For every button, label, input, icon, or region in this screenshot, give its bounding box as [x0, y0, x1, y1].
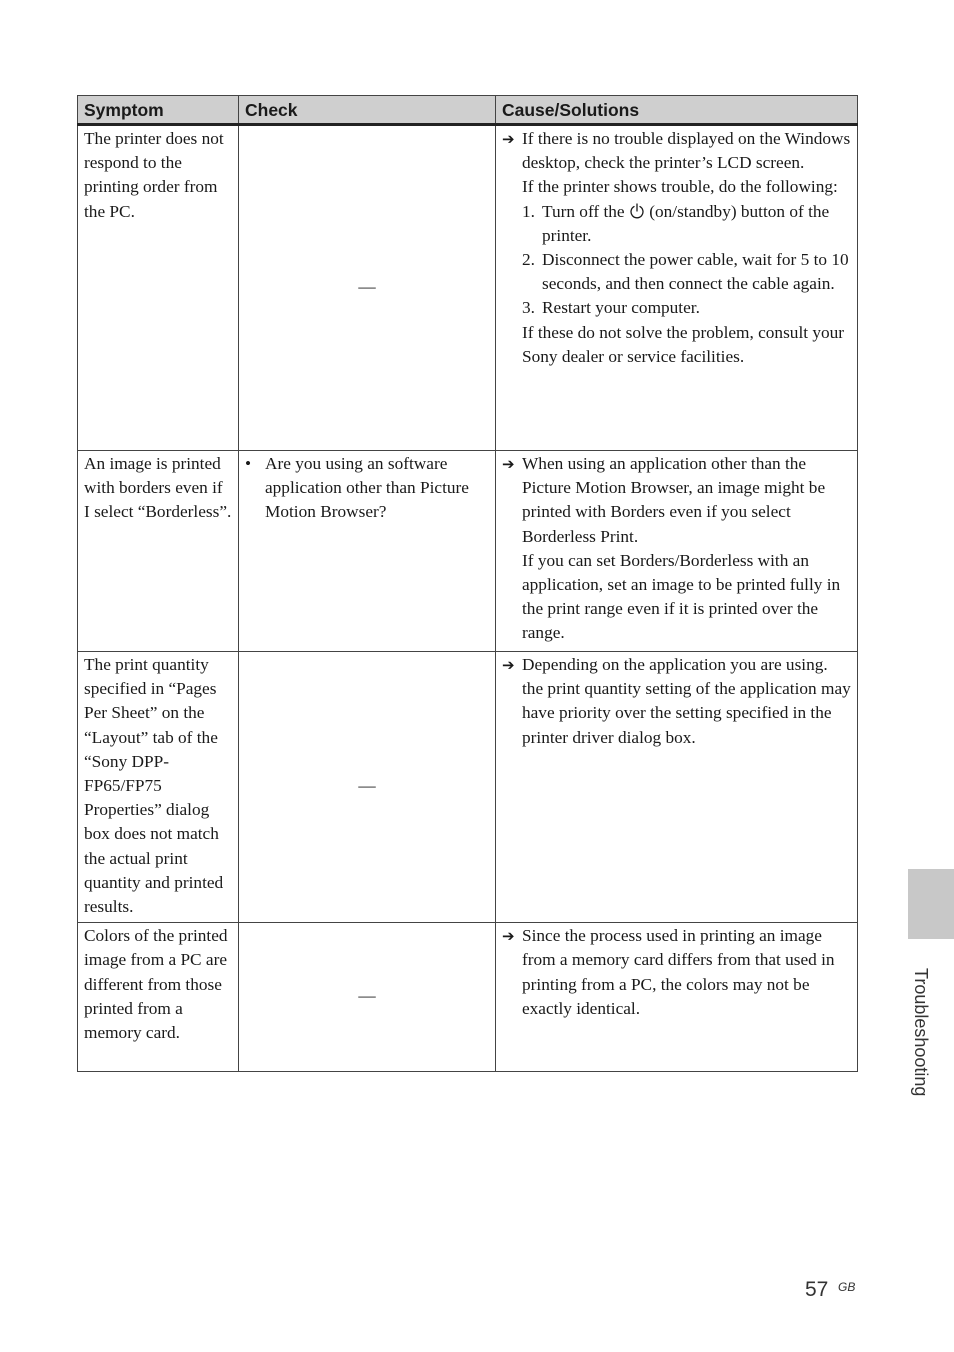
step-number: 3. — [522, 298, 535, 318]
solution-cell — [496, 451, 858, 652]
solution-cell — [496, 652, 858, 923]
check-dash: — — [358, 986, 376, 1006]
header-cause-solutions: Cause/Solutions — [496, 96, 858, 125]
solution-steps — [522, 200, 851, 321]
table-row — [78, 125, 858, 451]
solution-text: If you can set Borders/Borderless with an application, set an image to be printed fully in the print range even if it is printed over the range. — [522, 550, 841, 643]
symptom-text: The print quantity specified in “Pages Per Sheet” on the “Layout” tab of the “Sony DPP-FP65/FP75 Properties” dialog box does not match the actual print quantity and printed results. — [84, 655, 224, 917]
section-label: Troubleshooting — [911, 968, 931, 1097]
arrow-right-icon: ➔ — [502, 130, 515, 148]
check-cell — [239, 923, 496, 1072]
list-item — [522, 248, 851, 296]
solution-text: When using an application other than the Picture Motion Browser, an image might be printed with Borders even if you select Borderless Print. — [522, 454, 826, 546]
troubleshooting-table — [77, 95, 858, 1072]
check-text: Are you using an software application other than Picture Motion Browser? — [265, 454, 469, 522]
symptom-text: The printer does not respond to the printing order from the PC. — [84, 129, 224, 221]
solution-text: If the printer shows trouble, do the following: — [522, 177, 838, 197]
power-standby-icon — [629, 203, 645, 219]
solution-text: If there is no trouble displayed on the Windows desktop, check the printer’s LCD screen. — [522, 129, 851, 173]
list-item — [522, 200, 851, 248]
step-number: 2. — [522, 250, 535, 270]
solution-cell — [496, 923, 858, 1072]
step-text-before: Turn off the — [542, 201, 625, 221]
step-text-after: (on/standby) button of the printer. — [542, 201, 830, 245]
symptom-cell — [78, 125, 239, 451]
bullet-mark: • — [245, 454, 252, 473]
symptom-cell — [78, 923, 239, 1072]
table-row — [78, 652, 858, 923]
symptom-cell — [78, 652, 239, 923]
check-cell — [239, 451, 496, 652]
arrow-right-icon: ➔ — [502, 927, 515, 946]
arrow-right-icon: ➔ — [502, 656, 515, 674]
table-header-row — [78, 96, 858, 125]
check-dash: — — [358, 276, 376, 296]
solution-text: Depending on the application you are using. the print quantity setting of the application may have priority over the setting specified in the printer driver dialog box. — [522, 655, 851, 747]
symptom-text: Colors of the printed image from a PC are different from those printed from a memory card. — [84, 926, 228, 1043]
solution-text: If these do not solve the problem, consult your Sony dealer or service facilities. — [522, 322, 845, 366]
section-tab-marker — [908, 869, 954, 939]
page-number: 57 — [805, 1278, 829, 1301]
arrow-right-icon: ➔ — [502, 455, 515, 473]
check-cell — [239, 652, 496, 923]
step-number: 1. — [522, 201, 535, 221]
table-row — [78, 923, 858, 1072]
check-cell — [239, 125, 496, 451]
page-number-suffix: GB — [838, 1280, 856, 1294]
symptom-cell — [78, 451, 239, 652]
table-row — [78, 451, 858, 652]
header-symptom: Symptom — [78, 96, 239, 125]
solution-cell — [496, 125, 858, 451]
symptom-text: An image is printed with borders even if I select “Borderless”. — [84, 454, 232, 522]
header-check: Check — [239, 96, 496, 125]
check-dash: — — [358, 776, 376, 796]
step-text: Disconnect the power cable, wait for 5 to 10 seconds, and then connect the cable again. — [542, 250, 849, 294]
list-item — [522, 296, 851, 320]
solution-text: Since the process used in printing an image from a memory card differs from that used in printing from a PC, the colors may not be exactly identical. — [522, 926, 835, 1018]
step-text: Restart your computer. — [542, 298, 700, 318]
